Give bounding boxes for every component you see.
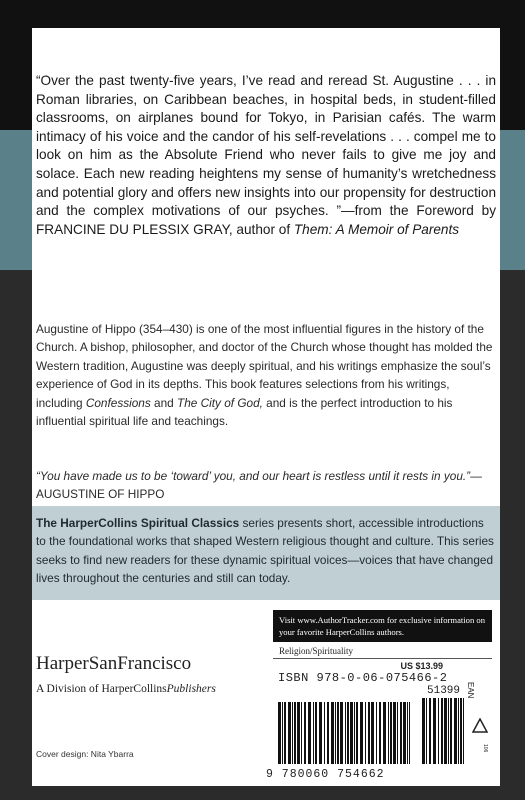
- addon-number: 51399: [427, 685, 461, 697]
- description-title-city-of-god: The City of God,: [177, 395, 263, 410]
- foreword-quote-text: “Over the past twenty-five years, I’ve read and reread St. Augustine . . . in Roman libraries, on Caribbean beaches, in hospital beds, in student-filled classrooms, on airplanes bound for Tokyo, in Parisian cafés. The warm intimacy of his voice and the candor of his self-revelations . . . compel me to look on him as the Absolute Friend who never fails to give me joy and solace. Each new reading heightens my sense of humanity’s wretchedness and potential glory and offers new insights into our propensity for destruction and the complex motivations of our psyches. ”—from the Foreword by FRANCINE DU PLESSIX GRAY, author of: [36, 73, 496, 237]
- tiny-code: 106: [482, 744, 488, 753]
- ean-arrow-icon: [472, 718, 488, 734]
- category-label: Religion/Spirituality: [273, 644, 492, 659]
- series-box: [32, 506, 500, 600]
- isbn-label: ISBN 978-0-06-075466-2: [278, 671, 448, 685]
- series-name: The HarperCollins Spiritual Classics: [36, 516, 240, 530]
- division-prefix: A Division of HarperCollins: [36, 683, 167, 695]
- ean-label: EAN: [466, 682, 475, 699]
- publisher-logo: HarperSanFrancisco: [36, 653, 192, 674]
- foreword-book-title: Them: A Memoir of Parents: [293, 221, 460, 237]
- barcode-icon: [278, 702, 410, 764]
- series-description: series presents short, accessible introductions to the foundational works that shaped Western religious thought and culture. This series seeks to find new readers for these dynamic spiritual voices—voices that have changed lives throughout the centuries and still can today.: [36, 516, 494, 586]
- authortracker-box: Visit www.AuthorTracker.com for exclusive information on your favorite HarperCollins authors.: [273, 610, 492, 642]
- augustine-quote-text: “You have made us to be ‘toward’ you, and our heart is restless until it rests in you.”: [36, 469, 471, 483]
- barcode-number: 9 780060 754662: [266, 768, 385, 781]
- augustine-quote: [36, 467, 494, 504]
- publisher-division: [36, 683, 216, 695]
- foreword-quote: [36, 72, 496, 239]
- description-paragraph: [36, 320, 494, 430]
- price-label: US $13.99: [400, 661, 443, 671]
- addon-barcode-icon: [422, 698, 464, 764]
- series-text: [36, 514, 496, 588]
- division-suffix: Publishers: [166, 683, 216, 695]
- description-text-2: and is the perfect introduction to his influential spiritual life and teachings.: [36, 395, 453, 429]
- description-title-confessions: Confessions: [85, 395, 151, 410]
- augustine-quote-attribution: —AUGUSTINE OF HIPPO: [36, 469, 482, 502]
- description-text-1: Augustine of Hippo (354–430) is one of the most influential figures in the history of the Church. A bishop, philosopher, and doctor of the Church whose thought has molded the Western tradition, Augustine was deeply spiritual, and his writings emphasize the soul’s experience of God in its depths. This book features selections from his writings, including: [36, 322, 493, 410]
- cover-design-credit: Cover design: Nita Ybarra: [36, 749, 134, 759]
- description-and: and: [150, 395, 178, 410]
- back-cover-panel: [32, 28, 500, 786]
